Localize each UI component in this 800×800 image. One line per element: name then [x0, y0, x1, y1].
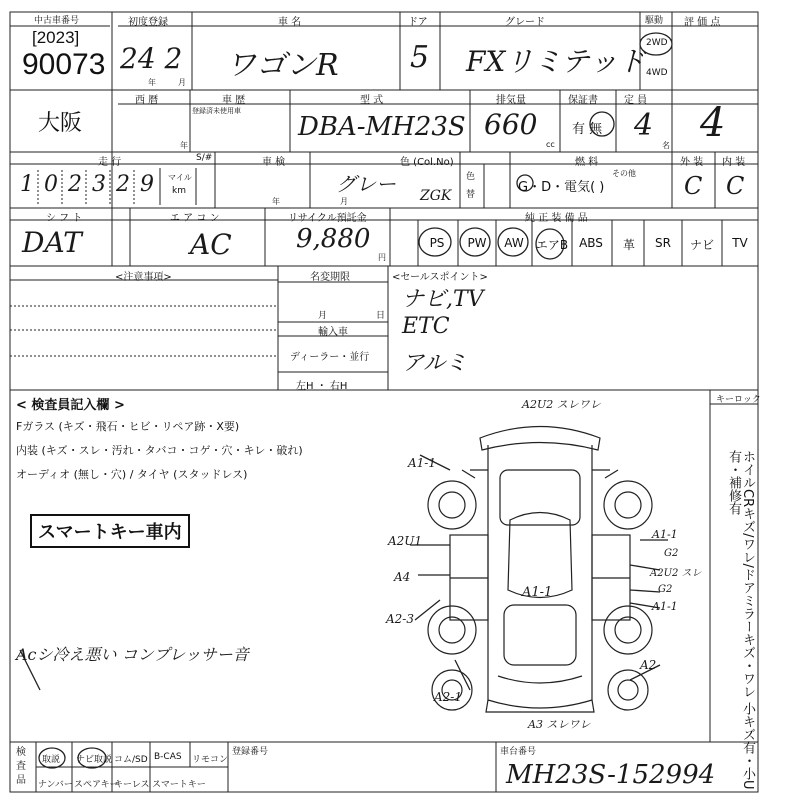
inspector-line-1: Fガラス (キズ・飛石・ヒビ・リペア跡・X要) [16, 420, 240, 433]
name-change-label: 名変期限 [310, 272, 350, 283]
chassis-label: 車台番号 [500, 747, 537, 757]
check-label: 検査品 [16, 747, 26, 786]
interior-grade: C [726, 172, 745, 200]
equip-navi: ナビ [689, 238, 714, 252]
shift-label: シ フ ト [46, 213, 83, 224]
car-name: ワゴンR [226, 48, 339, 83]
equip-airbag: エアB [535, 238, 569, 252]
region: 大阪 [38, 110, 83, 135]
first-reg-label: 初度登録 [128, 17, 168, 28]
equip-abs: ABS [579, 236, 603, 250]
color: グレー [336, 172, 396, 196]
fuel: G・D・電気( ) [518, 180, 605, 195]
damage-mark: A4 [394, 570, 411, 584]
capacity: 4 [634, 108, 654, 143]
check-item: スペアキー [74, 780, 119, 790]
history-label: 車 歴 [222, 95, 246, 106]
check-item: B-CAS [154, 752, 182, 762]
color-swap-label: 色替 [466, 172, 476, 200]
mileage-digit-6: 9 [140, 172, 154, 197]
first-reg-value: 24 2 [120, 42, 183, 75]
damage-mark: A1-1 [522, 585, 553, 600]
sales-label: <セールスポイント> [392, 272, 488, 283]
equip-pw: PW [467, 236, 487, 250]
inspection-year-unit: 年 [272, 197, 280, 206]
equip-aw: AW [504, 236, 524, 250]
reg-no-label: 登録番号 [232, 747, 269, 757]
color-code: ZGK [420, 188, 452, 204]
mileage-digit-1: 1 [20, 172, 34, 197]
sales-point-2: ETC [402, 314, 450, 339]
score: 4 [700, 100, 726, 146]
door-label: ドア [408, 17, 428, 28]
drive-2wd: 2WD [646, 38, 668, 48]
side-note: ホイルCRキズ/ワレ/ドアミラーキズ・ワレ 小キズ有・小U有・補修有 [726, 450, 755, 790]
stock-label: 中古車番号 [34, 16, 80, 26]
history-year-unit: 年 [180, 141, 188, 150]
ac-label: エ ア コ ン [170, 213, 220, 224]
car-name-label: 車 名 [278, 17, 302, 28]
damage-mark: A3 スレワレ [528, 718, 591, 731]
displacement-label: 排気量 [496, 95, 526, 106]
shift: DAT [22, 226, 82, 259]
inspector-line-3: オーディオ (無し・穴) / タイヤ (スタッドレス) [16, 468, 248, 481]
mileage-digit-4: 3 [92, 172, 106, 197]
key-lock-label: キーロック [716, 395, 761, 405]
west-year-label: 西 暦 [135, 95, 159, 106]
model: DBA-MH23S [298, 112, 466, 142]
damage-mark: A2 [640, 658, 657, 672]
first-reg-year-unit: 年 [148, 78, 156, 87]
model-label: 型 式 [360, 95, 384, 106]
inspection-month-unit: 月 [340, 197, 348, 206]
equip-tv: TV [732, 236, 748, 250]
history-note: 登録済未使用車 [192, 107, 241, 115]
cc-unit: cc [546, 140, 555, 149]
grade-label: グレード [505, 17, 545, 28]
equip-leather: 革 [622, 238, 635, 252]
capacity-unit: 名 [662, 141, 670, 150]
dealer-label: ディーラー・並行 [290, 352, 370, 363]
exterior-grade: C [684, 172, 703, 200]
ac-note: Acシ冷え悪い コンプレッサー音 [16, 645, 249, 664]
check-item: 取説 [42, 755, 61, 765]
km-unit: km [172, 186, 186, 196]
grade: FXリミテッド [466, 45, 646, 78]
inspector-label: < 検査員記入欄 > [16, 398, 125, 413]
check-item: キーレス [114, 780, 150, 790]
ac: AC [190, 228, 232, 261]
drive-label: 駆動 [645, 16, 664, 26]
mileage-digit-5: 2 [116, 172, 130, 197]
interior-label: 内 装 [722, 157, 746, 168]
check-item: ナビ取説 [76, 755, 113, 765]
exterior-label: 外 装 [680, 157, 704, 168]
check-item: ナンバー [38, 780, 73, 790]
handle-label: 左H ・ 右H [296, 381, 348, 392]
damage-mark: A1-1 [652, 528, 678, 541]
recycle-fee: 9,880 [296, 224, 371, 254]
import-label: 輸入車 [318, 327, 348, 338]
stock-year: [2023] [32, 28, 80, 47]
door-count: 5 [410, 40, 430, 75]
fuel-label: 燃 料 [575, 157, 599, 168]
mileage-digit-2: 0 [44, 172, 58, 197]
name-change-day: 日 [376, 311, 386, 321]
damage-mark: A2U2 スレ [650, 568, 702, 579]
color-label: 色 (Col.No) [400, 157, 454, 168]
capacity-label: 定 員 [624, 95, 648, 106]
stock-number: 90073 [22, 48, 106, 81]
equipment-label: 純 正 装 備 品 [525, 213, 588, 224]
damage-mark: A2U2 スレワレ [522, 398, 601, 411]
damage-mark: A1-1 [408, 456, 436, 470]
notes-label: <注意事項> [115, 272, 172, 283]
smart-key-note: スマートキー車内 [30, 514, 190, 548]
s-label: S/# [196, 153, 213, 163]
warranty: 有 無 [572, 122, 603, 137]
equip-ps: PS [429, 236, 445, 250]
warranty-label: 保証書 [568, 95, 598, 106]
damage-mark: G2 [658, 584, 673, 595]
fuel-other: その他 [612, 169, 636, 178]
check-item: リモコン [192, 755, 229, 765]
chassis-number: MH23S-152994 [506, 760, 716, 790]
car-diagram [428, 427, 652, 713]
drive-4wd: 4WD [646, 68, 668, 78]
damage-mark: A2-3 [386, 612, 414, 626]
sales-point-3: アルミ [402, 351, 468, 376]
yen-unit: 円 [378, 253, 386, 262]
damage-mark: A1-1 [652, 600, 678, 613]
first-reg-month-unit: 月 [178, 78, 186, 87]
displacement: 660 [484, 108, 538, 141]
damage-mark: A2-1 [434, 690, 462, 704]
name-change-month: 月 [318, 311, 328, 321]
sales-point-1: ナビ,TV [402, 287, 484, 312]
damage-mark: G2 [664, 548, 679, 559]
check-item: コム/SD [114, 755, 148, 765]
inspection-label: 車 検 [262, 157, 286, 168]
equip-sunroof: SR [655, 236, 671, 250]
mile-unit: マイル [168, 173, 192, 182]
damage-mark: A2U1 [388, 534, 423, 548]
mileage-label: 走 行 [98, 157, 122, 168]
score-label: 評 価 点 [684, 17, 721, 28]
mileage-digit-3: 2 [68, 172, 82, 197]
recycle-label: リサイクル預託金 [288, 213, 367, 224]
check-item: スマートキー [152, 780, 206, 790]
inspector-line-2: 内装 (キズ・スレ・汚れ・タバコ・コゲ・穴・キレ・破れ) [16, 444, 303, 457]
